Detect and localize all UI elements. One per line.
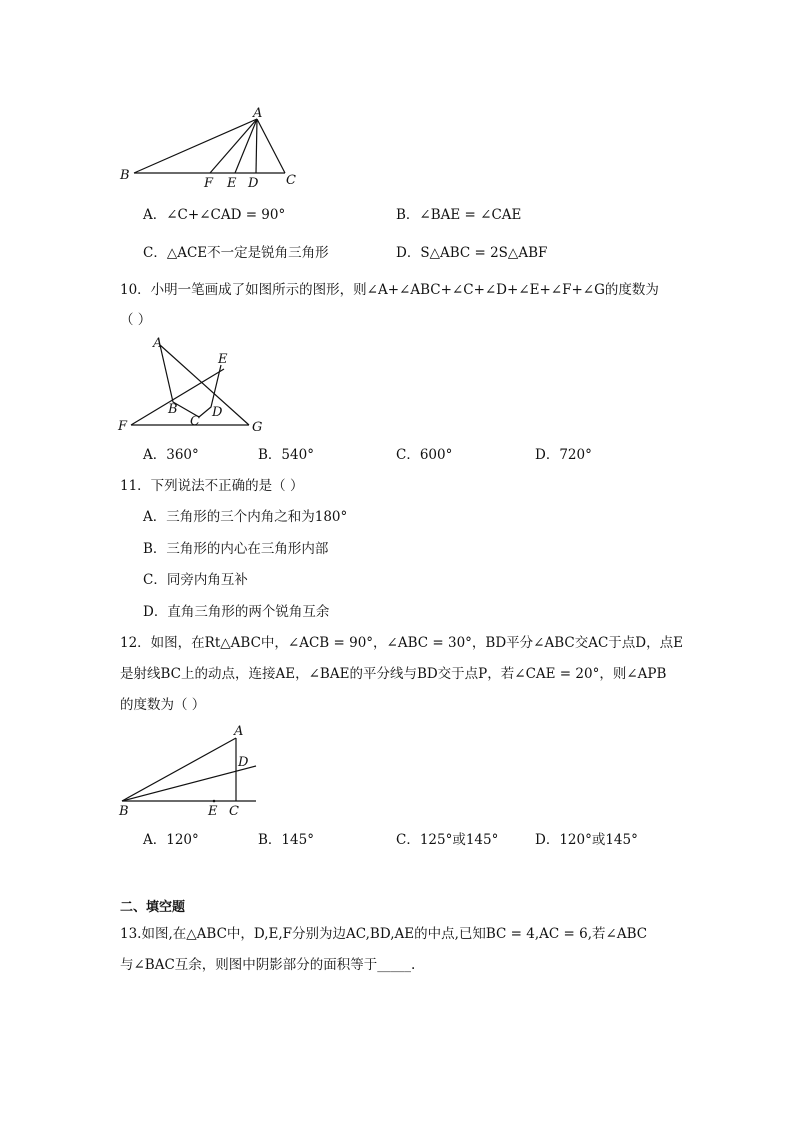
label-d: D (238, 755, 249, 770)
label-c: C (190, 414, 200, 429)
q11-option-d[interactable]: D．直角三角形的两个锐角互余 (143, 604, 330, 620)
label-c: C (229, 804, 239, 819)
label-b: B (168, 402, 178, 417)
segment-ab (122, 738, 236, 801)
q10-option-d[interactable]: D．720° (535, 447, 592, 463)
q10-option-a[interactable]: A．360° (143, 447, 199, 463)
q12-stem-line3: 的度数为（ ） (120, 697, 206, 713)
figure-q12 (110, 720, 270, 820)
q12-stem-line2: 是射线BC上的动点，连接AE，∠BAE的平分线与BD交于点P，若∠CAE = 20°，则∠APB (120, 666, 667, 682)
label-b: B (120, 168, 130, 183)
q10-option-b[interactable]: B．540° (258, 447, 314, 463)
q12-option-d[interactable]: D．120°或145° (535, 832, 638, 848)
label-b: B (119, 804, 129, 819)
figure-q9 (110, 100, 320, 192)
figure-q10 (110, 333, 280, 435)
label-e: E (218, 352, 228, 367)
section-title: 二、填空题 (120, 900, 186, 915)
q12-stem-line1: 12．如图，在Rt△ABC中，∠ACB = 90°，∠ABC = 30°，BD平分∠ABC交AC于点D，点E (120, 635, 683, 651)
q9-option-d[interactable]: D．S△ABC = 2S△ABF (396, 245, 548, 261)
label-a: A (234, 724, 244, 739)
q10-option-c[interactable]: C．600° (396, 447, 453, 463)
label-d: D (248, 176, 259, 191)
q12-option-b[interactable]: B．145° (258, 832, 314, 848)
q12-option-a[interactable]: A．120° (143, 832, 199, 848)
label-g: G (252, 420, 263, 435)
label-f: F (118, 419, 128, 434)
q10-stem-line2: （ ） (120, 312, 152, 328)
label-e: E (208, 804, 218, 819)
label-d: D (212, 405, 223, 420)
q10-stem-line1: 10．小明一笔画成了如图所示的图形，则∠A+∠ABC+∠C+∠D+∠E+∠F+∠G的度数为 (120, 282, 659, 298)
label-f: F (204, 176, 214, 191)
q11-stem: 11．下列说法不正确的是（ ） (120, 478, 304, 494)
q13-stem-line2: 与∠BAC互余，则图中阴影部分的面积等于_____. (120, 957, 416, 973)
q9-option-a[interactable]: A．∠C+∠CAD = 90° (143, 207, 286, 223)
q9-option-b[interactable]: B．∠BAE = ∠CAE (396, 207, 522, 223)
q11-option-a[interactable]: A．三角形的三个内角之和为180° (143, 509, 348, 525)
q13-stem-line1: 13.如图,在△ABC中，D,E,F分别为边AC,BD,AE的中点,已知BC = 4,AC = 6,若∠ABC (120, 926, 648, 942)
q9-option-c[interactable]: C．△ACE不一定是锐角三角形 (143, 245, 329, 261)
q11-option-b[interactable]: B．三角形的内心在三角形内部 (143, 541, 329, 557)
label-a: A (253, 106, 263, 121)
segment-ad (256, 119, 257, 173)
label-c: C (286, 173, 296, 188)
q11-option-c[interactable]: C．同旁内角互补 (143, 572, 248, 588)
label-a: A (153, 336, 163, 351)
point-e (213, 800, 216, 803)
segment-af (210, 119, 257, 173)
q12-option-c[interactable]: C．125°或145° (396, 832, 499, 848)
segment-ac (257, 119, 285, 173)
label-e: E (227, 176, 237, 191)
